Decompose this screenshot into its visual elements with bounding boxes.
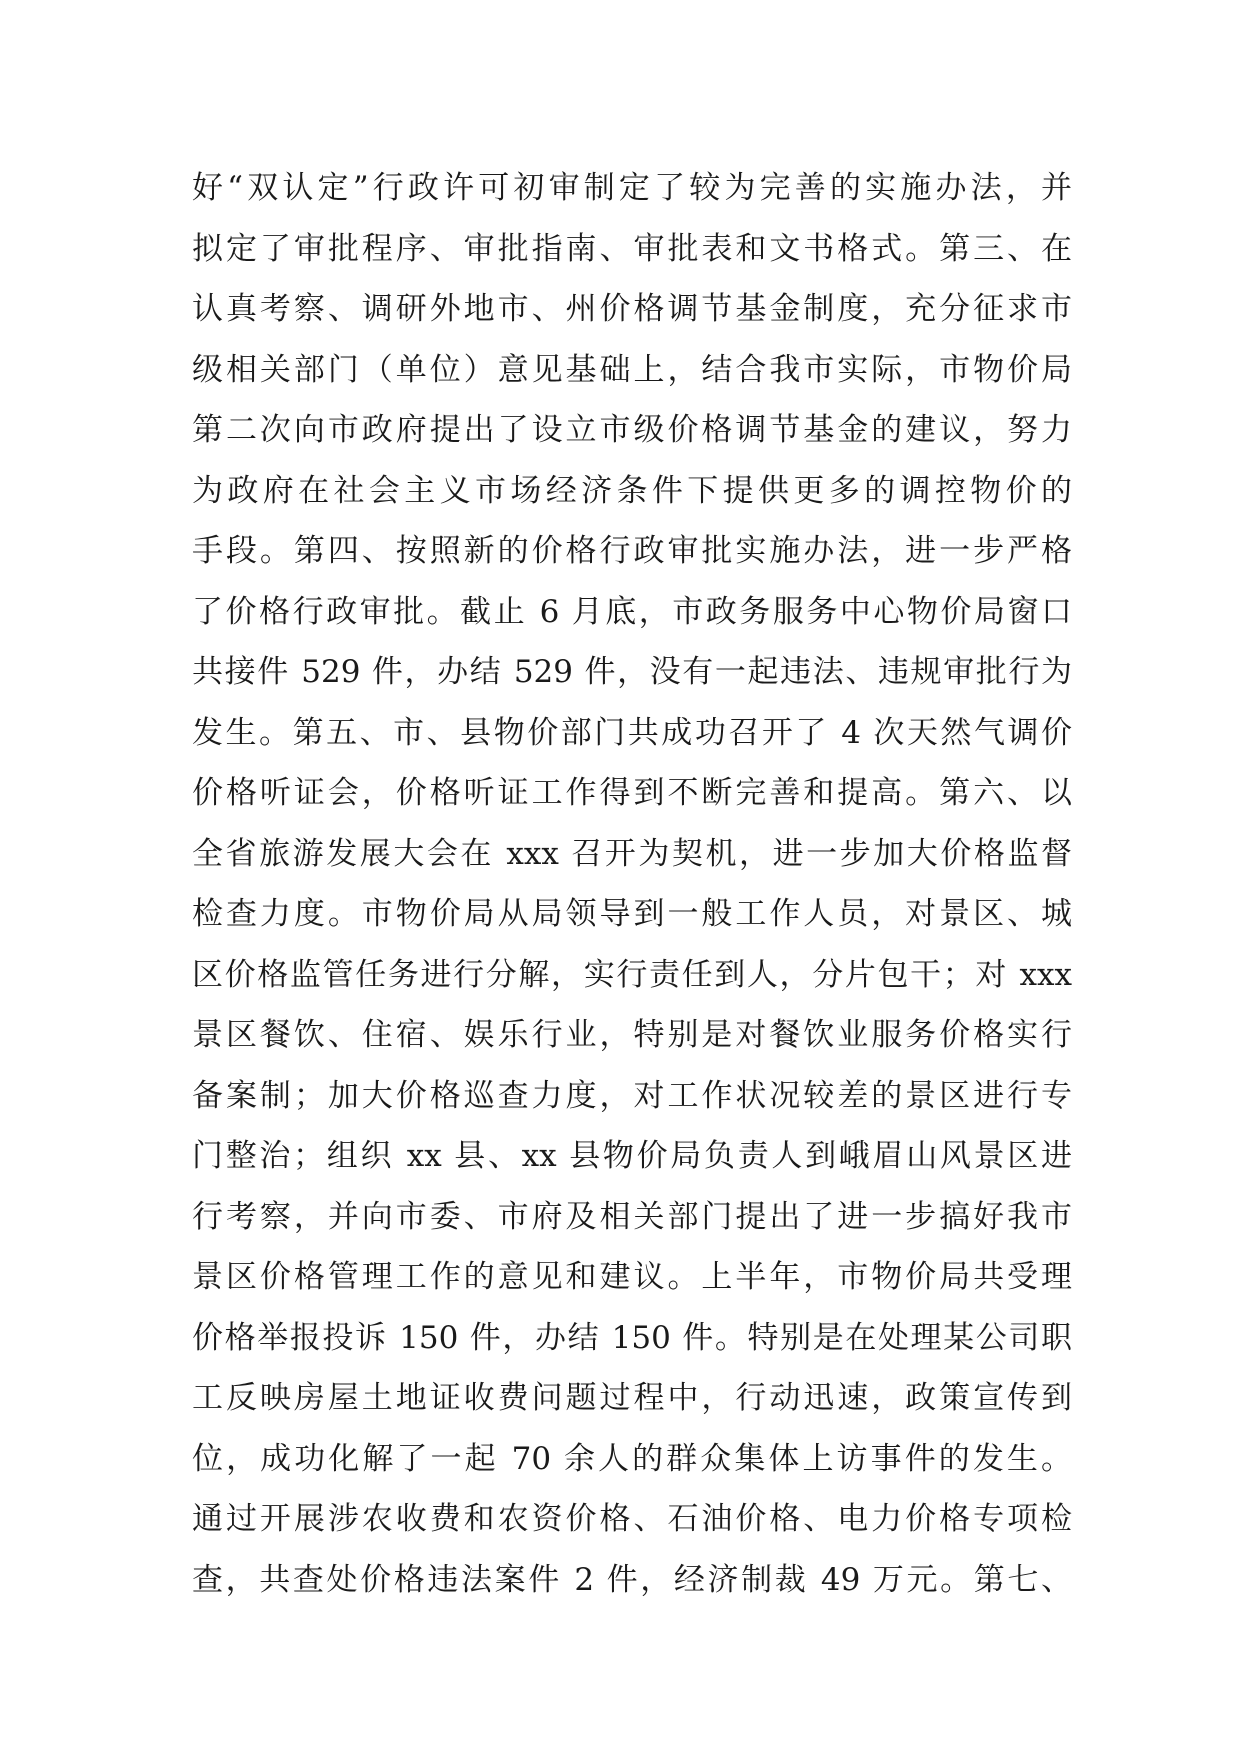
text-line: 区价格监管任务进行分解，实行责任到人，分片包干；对 xxx (192, 956, 1072, 993)
body-text (192, 158, 1072, 1610)
text-line: 好“双认定”行政许可初审制定了较为完善的实施办法，并 (192, 170, 1072, 206)
text-line: 为政府在社会主义市场经济条件下提供更多的调控物价的 (192, 472, 1072, 509)
text-line: 发生。第五、市、县物价部门共成功召开了 4 次天然气调价 (192, 714, 1072, 751)
text-line: 共接件 529 件，办结 529 件，没有一起违法、违规审批行为 (192, 654, 1072, 690)
text-line: 景区价格管理工作的意见和建议。上半年，市物价局共受理 (192, 1259, 1072, 1295)
text-line: 第二次向市政府提出了设立市级价格调节基金的建议，努力 (192, 412, 1072, 448)
text-line: 门整治；组织 xx 县、xx 县物价局负责人到峨眉山风景区进 (192, 1138, 1072, 1174)
text-line: 全省旅游发展大会在 xxx 召开为契机，进一步加大价格监督 (192, 835, 1072, 872)
text-line: 查，共查处价格违法案件 2 件，经济制裁 49 万元。第七、 (192, 1561, 1072, 1598)
text-line: 检查力度。市物价局从局领导到一般工作人员，对景区、城 (192, 896, 1072, 932)
text-line: 工反映房屋土地证收费问题过程中，行动迅速，政策宣传到 (192, 1380, 1072, 1416)
text-line: 位，成功化解了一起 70 余人的群众集体上访事件的发生。 (192, 1440, 1072, 1477)
text-line: 了价格行政审批。截止 6 月底，市政务服务中心物价局窗口 (192, 593, 1072, 630)
text-line: 手段。第四、按照新的价格行政审批实施办法，进一步严格 (192, 533, 1072, 569)
text-line: 景区餐饮、住宿、娱乐行业，特别是对餐饮业服务价格实行 (192, 1017, 1072, 1053)
text-line: 拟定了审批程序、审批指南、审批表和文书格式。第三、在 (192, 230, 1072, 267)
text-line: 备案制；加大价格巡查力度，对工作状况较差的景区进行专 (192, 1077, 1072, 1114)
text-line: 认真考察、调研外地市、州价格调节基金制度，充分征求市 (192, 291, 1072, 327)
text-line: 通过开展涉农收费和农资价格、石油价格、电力价格专项检 (192, 1501, 1072, 1537)
text-line: 行考察，并向市委、市府及相关部门提出了进一步搞好我市 (192, 1198, 1072, 1235)
text-line: 价格举报投诉 150 件，办结 150 件。特别是在处理某公司职 (192, 1319, 1072, 1356)
text-line: 价格听证会，价格听证工作得到不断完善和提高。第六、以 (192, 775, 1072, 811)
text-line: 级相关部门（单位）意见基础上，结合我市实际，市物价局 (192, 351, 1072, 388)
